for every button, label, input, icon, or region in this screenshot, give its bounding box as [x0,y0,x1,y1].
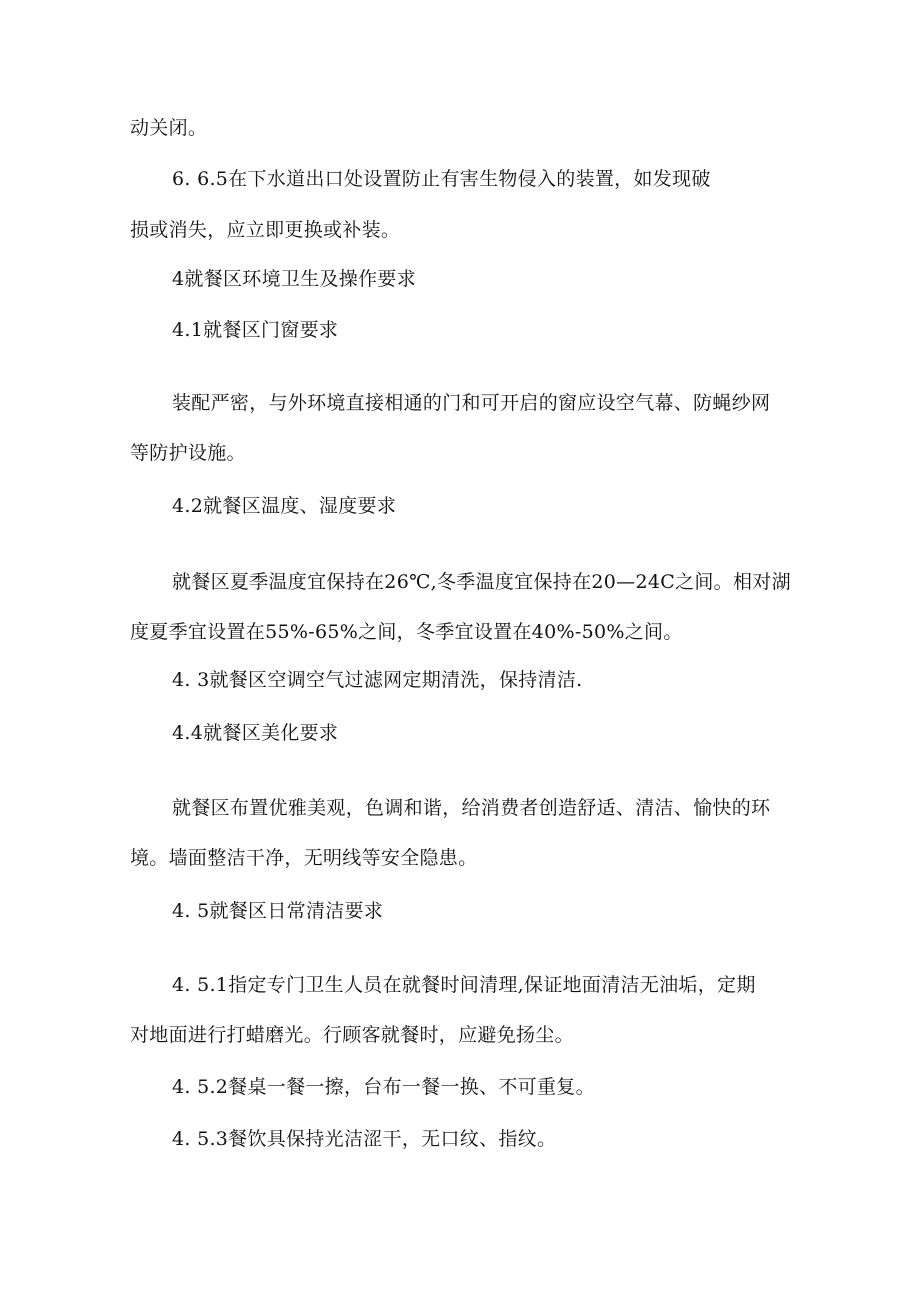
subsection-heading-4-5: 4. 5就餐区日常清洁要求 [172,900,384,922]
subsection-heading-4-1: 4.1就餐区门窗要求 [172,319,339,341]
text-line-9: 就餐区夏季温度宜保持在26℃,冬季温度宜保持在20—24C之间。相对湖 [172,571,791,593]
text-line-18: 4. 5.2餐桌一餐一擦，台布一餐一换、不可重复。 [172,1076,595,1098]
subsection-heading-4-2: 4.2就餐区温度、湿度要求 [172,495,397,517]
text-line-7: 等防护设施。 [130,442,246,464]
text-line-14: 境。墙面整洁干净，无明线等安全隐患。 [130,847,478,869]
text-line-2: 6. 6.5在下水道出口处设置防止有害生物侵入的装置，如发现破 [172,168,711,190]
text-line-16: 4. 5.1指定专门卫生人员在就餐时间清理,保证地面清洁无油垢，定期 [172,974,756,996]
text-line-1: 动关闭。 [130,117,208,139]
text-line-19: 4. 5.3餐饮具保持光洁涩干，无口纹、指纹。 [172,1128,557,1150]
section-heading-4: 4就餐区环境卫生及操作要求 [172,268,416,290]
text-line-10: 度夏季宜设置在55%-65%之间，冬季宜设置在40%-50%之间。 [130,621,683,643]
text-line-13: 就餐区布置优雅美观，色调和谐，给消费者创造舒适、清洁、愉快的环 [172,797,771,819]
text-line-17: 对地面进行打蜡磨光。行顾客就餐时，应避免扬尘。 [130,1024,574,1046]
text-line-6: 装配严密，与外环境直接相通的门和可开启的窗应设空气幕、防蝇纱网 [172,392,771,414]
text-line-3: 损或消失，应立即更换或补装。 [130,219,401,241]
subsection-heading-4-3: 4. 3就餐区空调空气过滤网定期清洗，保持清洁. [172,669,583,691]
subsection-heading-4-4: 4.4就餐区美化要求 [172,722,339,744]
